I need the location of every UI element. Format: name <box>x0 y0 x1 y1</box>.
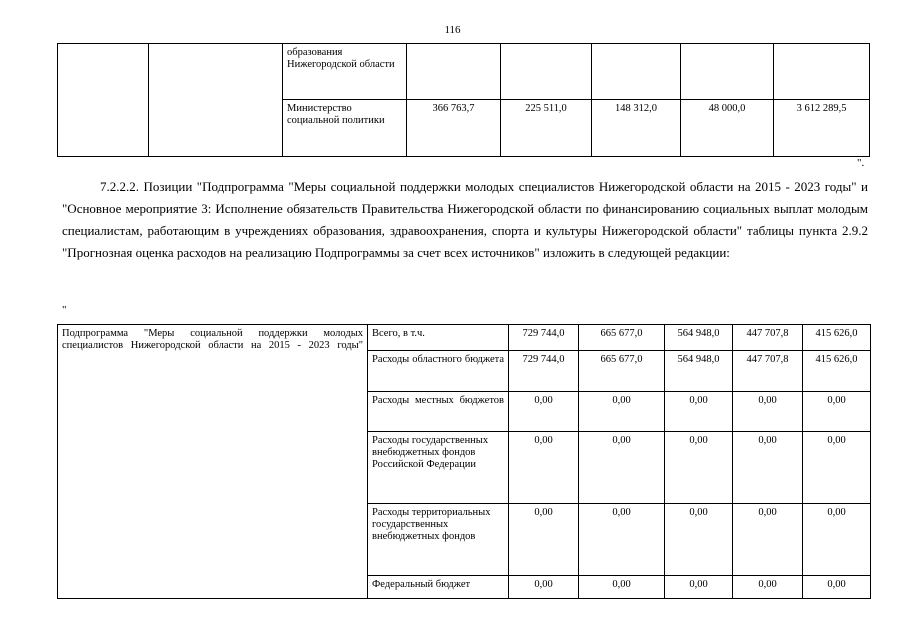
cell-label: Федеральный бюджет <box>368 576 509 599</box>
table-row: Расходы местных бюджетов 0,00 0,00 0,00 0,00 0,00 <box>58 392 871 432</box>
empty-cell <box>149 44 283 157</box>
page-number: 116 <box>444 24 461 36</box>
table-row: Расходы территориальных государственных внебюджетных фондов 0,00 0,00 0,00 0,00 0,00 <box>58 504 871 576</box>
cell-label: Министерство социальной политики <box>283 100 407 157</box>
cell-value: 48 000,0 <box>681 100 774 157</box>
main-table <box>57 324 871 599</box>
cell-label: Расходы государственных внебюджетных фондов Российской Федерации <box>368 432 509 504</box>
cell-label: Расходы областного бюджета <box>368 351 509 392</box>
cell-value: 3 612 289,5 <box>774 100 870 157</box>
closing-quote: ". <box>857 157 865 169</box>
table-row: Подпрограмма "Меры социальной поддержки молодых специалистов Нижегородской области на 2015 - 2023 годы" Всего, в т.ч. 729 744,0 665 677,0 564 948,0 447 707,8 415 626,0 <box>58 325 871 351</box>
cell-value: 225 511,0 <box>501 100 592 157</box>
cell-value: 366 763,7 <box>407 100 501 157</box>
table-row: Расходы областного бюджета 729 744,0 665 677,0 564 948,0 447 707,8 415 626,0 <box>58 351 871 392</box>
paragraph-text: 7.2.2.2. Позиции "Подпрограмма "Меры социальной поддержки молодых специалистов Нижегородской области на 2015 - 2023 годы" и "Основное мероприятие 3: Исполнение обязательств Правительства Нижегородской области по финансированию социальных выплат молодым специалистам, работающим в учреждениях образования, здравоохранения, спорта и культуры Нижегородской области" таблицы пункта 2.9.2 "Прогнозная оценка расходов на реализацию Подпрограммы за счет всех источников" изложить в следующей редакции: <box>62 179 868 260</box>
cell-label: Расходы местных бюджетов <box>368 392 509 432</box>
top-table <box>57 43 870 157</box>
cell-value: 148 312,0 <box>592 100 681 157</box>
program-name: Подпрограмма "Меры социальной поддержки молодых специалистов Нижегородской области на 2015 - 2023 годы" <box>58 325 368 599</box>
table-row: Расходы государственных внебюджетных фондов Российской Федерации 0,00 0,00 0,00 0,00 0,00 <box>58 432 871 504</box>
cell-label: Всего, в т.ч. <box>368 325 509 351</box>
opening-quote: " <box>62 304 67 316</box>
cell-label: Расходы территориальных государственных внебюджетных фондов <box>368 504 509 576</box>
table-row <box>58 44 870 100</box>
empty-cell <box>58 44 149 157</box>
table-row: Федеральный бюджет 0,00 0,00 0,00 0,00 0,00 <box>58 576 871 599</box>
cell-label: образования Нижегородской области <box>283 44 407 100</box>
